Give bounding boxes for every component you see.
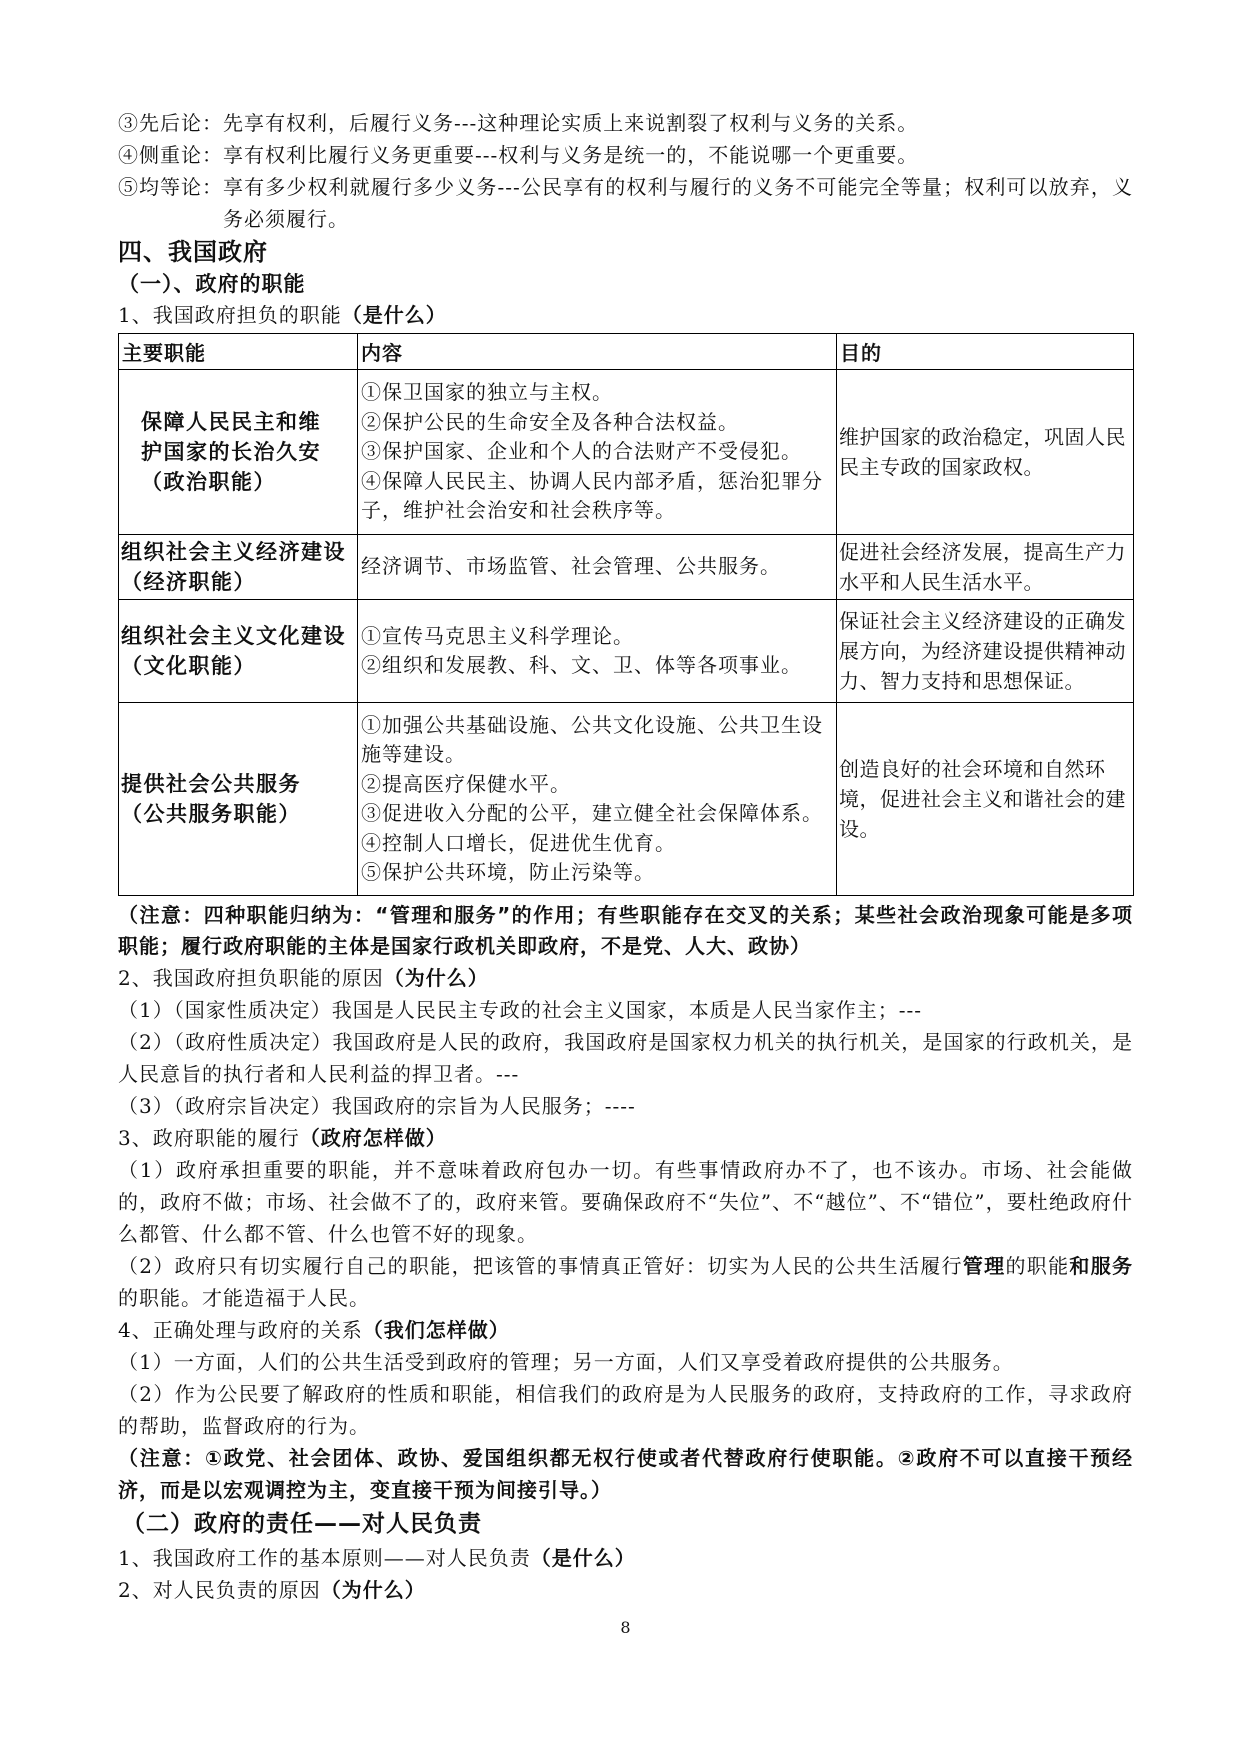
question-text: 3、政府职能的履行 (118, 1126, 300, 1150)
theory-label: ⑤均等论： (118, 175, 223, 199)
question-heading (118, 299, 1133, 331)
bold-segment: 和服务 (1069, 1254, 1134, 1278)
function-category: （经济职能） (121, 570, 256, 594)
content-item: ②组织和发展教、科、文、卫、体等各项事业。 (361, 653, 802, 677)
theory-item-emphasis (118, 139, 1133, 171)
content-item: ④保障人民民主、协调人民内部矛盾，惩治犯罪分子，维护社会治安和社会秩序等。 (361, 468, 823, 523)
theory-label: ③先后论： (118, 111, 223, 135)
question-text: 1、我国政府担负的职能 (118, 303, 342, 327)
functions-table (118, 333, 1134, 896)
function-name: 提供社会公共服务 (121, 772, 301, 796)
question-heading (118, 1542, 1133, 1574)
question-text: 2、我国政府担负职能的原因 (118, 966, 384, 990)
function-cell (119, 600, 358, 703)
question-tag: （政府怎样做） (299, 1126, 447, 1150)
list-item: （1）（国家性质决定）我国是人民民主专政的社会主义国家，本质是人民当家作主；--- (118, 998, 922, 1022)
theory-text: 先享有权利，后履行义务---这种理论实质上来说割裂了权利与义务的关系。 (223, 111, 919, 135)
purpose-cell: 促进社会经济发展，提高生产力水平和人民生活水平。 (837, 535, 1134, 600)
function-name: 组织社会主义文化建设 (121, 624, 346, 648)
question-text: 2、对人民负责的原因 (118, 1578, 321, 1602)
content-item: ②提高医疗保健水平。 (361, 771, 571, 796)
table-row (119, 535, 1134, 600)
theory-text: 享有权利比履行义务更重要---权利与义务是统一的，不能说哪一个更重要。 (223, 143, 919, 167)
note-paragraph: （注意：①政党、社会团体、政协、爱国组织都无权行使或者代替政府行使职能。②政府不可以直接干预经济，而是以宏观调控为主，变直接干预为间接引导。） (118, 1446, 1133, 1502)
list-item: （2）作为公民要了解政府的性质和职能，相信我们的政府是为人民服务的政府，支持政府的工作，寻求政府的帮助，监督政府的行为。 (118, 1382, 1133, 1438)
question-text: 4、正确处理与政府的关系 (118, 1318, 363, 1342)
function-category: （文化职能） (121, 654, 256, 678)
function-cell (119, 703, 358, 896)
table-row (119, 370, 1134, 535)
content-item: 经济调节、市场监管、社会管理、公共服务。 (361, 554, 781, 579)
theory-item-equality (118, 171, 1133, 235)
question-tag: （是什么） (530, 1546, 636, 1570)
content-cell (358, 600, 837, 703)
subsection-title: （一）、政府的职能 (118, 272, 306, 296)
text-segment: 的职能 (1005, 1254, 1070, 1278)
content-item: ③促进收入分配的公平，建立健全社会保障体系。 (361, 801, 823, 825)
purpose-cell: 维护国家的政治稳定，巩固人民民主专政的国家政权。 (837, 370, 1134, 535)
theory-text: 享有多少权利就履行多少义务---公民享有的权利与履行的义务不可能完全等量；权利可以放弃，义务必须履行。 (223, 175, 1133, 231)
function-category: （公共服务职能） (121, 802, 301, 826)
function-cell (119, 370, 358, 535)
theory-label: ④侧重论： (118, 143, 223, 167)
text-segment: 的职能。才能造福于人民。 (118, 1286, 370, 1310)
content-cell (358, 535, 837, 600)
list-item (118, 1250, 1133, 1314)
subsection-title: （二）政府的责任——对人民负责 (122, 1511, 482, 1537)
content-cell (358, 703, 837, 896)
content-cell (358, 370, 837, 535)
function-cell (119, 535, 358, 600)
content-item: ①宣传马克思主义科学理论。 (361, 623, 634, 648)
question-tag: （是什么） (341, 303, 447, 327)
content-item: ①加强公共基础设施、公共文化设施、公共卫生设施等建设。 (361, 712, 823, 766)
question-tag: （为什么） (383, 966, 489, 990)
theory-item-sequence (118, 107, 1133, 139)
purpose-cell: 创造良好的社会环境和自然环境，促进社会主义和谐社会的建设。 (837, 703, 1134, 896)
page-content (118, 107, 1133, 1640)
purpose-cell: 保证社会主义经济建设的正确发展方向，为经济建设提供精神动力、智力支持和思想保证。 (837, 600, 1134, 703)
function-name: 保障人民民主和维护国家的长治久安 (141, 410, 321, 464)
list-item: （1）一方面，人们的公共生活受到政府的管理；另一方面，人们又享受着政府提供的公共服务。 (118, 1350, 1014, 1374)
content-item: ④控制人口增长，促进优生优育。 (361, 830, 676, 855)
function-category: （政治职能） (141, 470, 276, 494)
question-heading (118, 1314, 1133, 1346)
list-item: （2）（政府性质决定）我国政府是人民的政府，我国政府是国家权力机关的执行机关，是国家的行政机关，是人民意旨的执行者和人民利益的捍卫者。--- (118, 1030, 1133, 1086)
note-paragraph: （注意：四种职能归纳为：“管理和服务”的作用；有些职能存在交叉的关系；某些社会政治现象可能是多项职能；履行政府职能的主体是国家行政机关即政府，不是党、人大、政协） (118, 903, 1133, 958)
table-header-row (119, 334, 1134, 370)
column-header: 主要职能 (119, 334, 358, 370)
question-tag: （我们怎样做） (362, 1318, 510, 1342)
question-heading (118, 962, 1133, 994)
content-item: ①保卫国家的独立与主权。 (361, 380, 613, 405)
list-item: （1）政府承担重要的职能，并不意味着政府包办一切。有些事情政府办不了，也不该办。市场、社会能做的，政府不做；市场、社会做不了的，政府来管。要确保政府不“失位”、不“越位”、不“错位”，要杜绝政府什么都管、什么都不管、什么也管不好的现象。 (118, 1158, 1133, 1246)
question-heading (118, 1574, 1133, 1606)
question-heading (118, 1122, 1133, 1154)
page-number: 8 (620, 1618, 631, 1637)
table-row (119, 600, 1134, 703)
table-row (119, 703, 1134, 896)
section-title: 四、我国政府 (118, 238, 268, 266)
bold-segment: 管理 (962, 1254, 1006, 1278)
question-tag: （为什么） (320, 1578, 426, 1602)
content-item: ②保护公民的生命安全及各种合法权益。 (361, 409, 739, 434)
column-header: 内容 (358, 334, 837, 370)
function-name: 组织社会主义经济建设 (121, 540, 346, 564)
list-item: （3）（政府宗旨决定）我国政府的宗旨为人民服务；---- (118, 1094, 636, 1118)
question-text: 1、我国政府工作的基本原则——对人民负责 (118, 1546, 531, 1570)
column-header: 目的 (837, 334, 1134, 370)
content-item: ⑤保护公共环境，防止污染等。 (361, 860, 655, 884)
content-item: ③保护国家、企业和个人的合法财产不受侵犯。 (361, 439, 802, 464)
text-segment: （2）政府只有切实履行自己的职能，把该管的事情真正管好：切实为人民的公共生活履行 (118, 1254, 963, 1278)
